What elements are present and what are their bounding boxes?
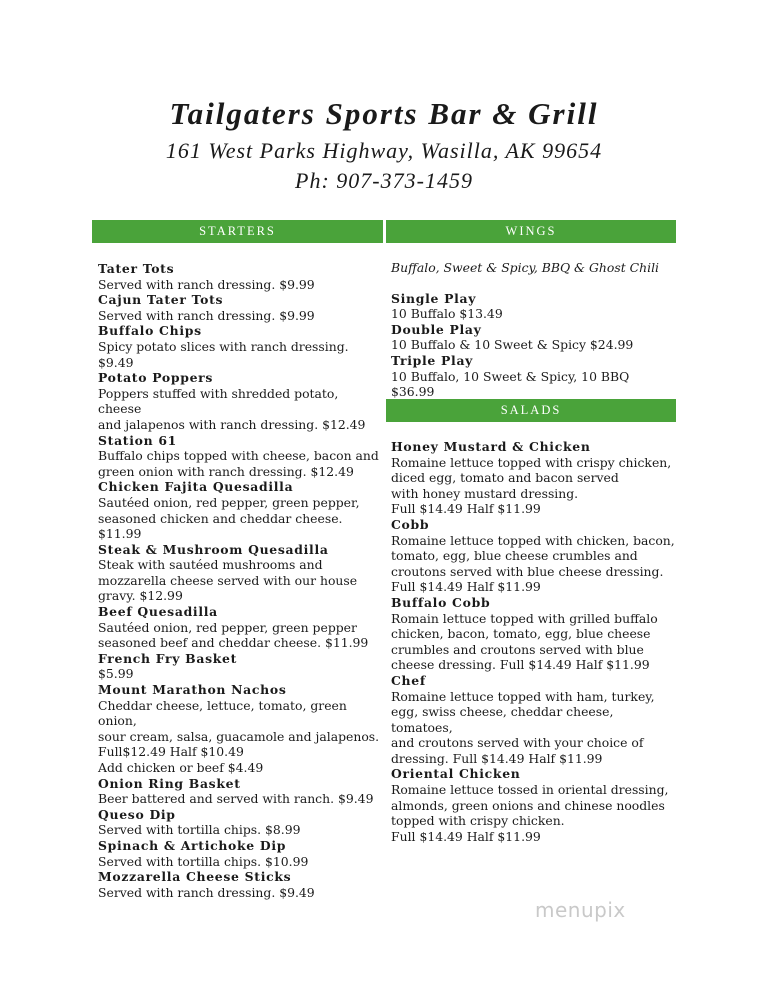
item-description: 10 Buffalo, 10 Sweet & Spicy, 10 BBQ $36.99 (391, 368, 630, 400)
item-name: Beef Quesadilla (98, 604, 218, 620)
item-name: Mozzarella Cheese Sticks (98, 869, 292, 885)
item-description: Served with tortilla chips. $8.99 (98, 822, 301, 838)
menu-item (98, 869, 383, 900)
item-name: Single Play (391, 290, 477, 306)
item-description: Sautéed onion, red pepper, green pepper, seasoned chicken and cheddar cheese. $11.99 (98, 494, 360, 542)
menu-item (391, 673, 676, 767)
item-name: Queso Dip (98, 806, 176, 822)
item-name: French Fry Basket (98, 650, 238, 666)
menu-item (98, 323, 383, 370)
menu-item (98, 651, 383, 682)
salads-header: SALADS (386, 399, 676, 422)
item-name: Double Play (391, 321, 482, 337)
item-description: Served with ranch dressing. $9.99 (98, 307, 315, 323)
item-description: Romaine lettuce tossed in oriental dressing, almonds, green onions and chinese noodles topped with crispy chicken. Full $14.49 Half $11.99 (391, 782, 669, 844)
item-description: Served with ranch dressing. $9.99 (98, 276, 315, 292)
item-description: Buffalo chips topped with cheese, bacon and green onion with ranch dressing. $12.49 (98, 448, 379, 479)
starters-list (98, 261, 383, 900)
item-description: 10 Buffalo $13.49 (391, 306, 503, 322)
restaurant-header (0, 92, 768, 196)
item-name: Chicken Fajita Quesadilla (98, 479, 294, 495)
menu-item (391, 766, 676, 844)
menu-item (98, 370, 383, 432)
menu-item (391, 595, 676, 673)
item-description: Romaine lettuce topped with crispy chicken, diced egg, tomato and bacon served with honey mustard dressing. Full $14.49 Half $11.99 (391, 454, 672, 517)
item-description: $5.99 (98, 666, 134, 682)
item-description: Steak with sautéed mushrooms and mozzarella cheese served with our house gravy. $12.99 (98, 557, 358, 604)
item-name: Mount Marathon Nachos (98, 682, 287, 698)
item-name: Oriental Chicken (391, 766, 521, 782)
item-description: Spicy potato slices with ranch dressing. $9.49 (98, 338, 349, 370)
item-description: Poppers stuffed with shredded potato, cheese and jalapenos with ranch dressing. $12.49 (98, 385, 366, 432)
menu-item (391, 353, 676, 400)
item-name: Buffalo Chips (98, 323, 202, 339)
item-name: Buffalo Cobb (391, 594, 491, 610)
item-description: Sautéed onion, red pepper, green pepper seasoned beef and cheddar cheese. $11.99 (98, 619, 369, 651)
wings-header: WINGS (386, 220, 676, 243)
menu-item (98, 479, 383, 541)
menu-item (98, 776, 383, 807)
item-name: Honey Mustard & Chicken (391, 439, 591, 454)
menu-item (98, 292, 383, 323)
item-name: Onion Ring Basket (98, 775, 241, 791)
item-description: Cheddar cheese, lettuce, tomato, green onion, sour cream, salsa, guacamole and jalapenos. Full$12.49 Half $10.49 Add chicken or beef $4.49 (98, 697, 380, 775)
item-name: Steak & Mushroom Quesadilla (98, 541, 329, 557)
salads-list (391, 439, 676, 844)
item-name: Cajun Tater Tots (98, 292, 224, 308)
starters-header: STARTERS (92, 220, 383, 243)
menu-item (98, 542, 383, 604)
menu-item (98, 807, 383, 838)
menu-item (391, 439, 676, 517)
menu-item (98, 838, 383, 869)
menu-item (391, 517, 676, 595)
item-name: Potato Poppers (98, 370, 214, 386)
menu-item (98, 604, 383, 651)
item-description: Romaine lettuce topped with chicken, bacon, tomato, egg, blue cheese crumbles and croutons served with blue cheese dressing. Full $14.49 Half $11.99 (391, 532, 675, 595)
item-description: Romain lettuce topped with grilled buffalo chicken, bacon, tomato, egg, blue cheese crumbles and croutons served with blue cheese dressing. Full $14.49 Half $11.99 (391, 610, 658, 673)
item-description: Served with ranch dressing. $9.49 (98, 884, 315, 900)
item-description: Beer battered and served with ranch. $9.49 (98, 791, 374, 807)
item-name: Triple Play (391, 352, 474, 368)
menu-item (98, 433, 383, 480)
item-description: Served with tortilla chips. $10.99 (98, 853, 309, 869)
item-name: Chef (391, 672, 426, 688)
restaurant-name: Tailgaters Sports Bar & Grill (169, 96, 599, 131)
menu-item (391, 291, 676, 322)
item-description: 10 Buffalo & 10 Sweet & Spicy $24.99 (391, 337, 634, 353)
item-description: Romaine lettuce topped with ham, turkey, egg, swiss cheese, cheddar cheese, tomatoes, and croutons served with your choice of dressing. Full $14.49 Half $11.99 (391, 688, 655, 766)
wings-list (391, 260, 676, 400)
item-name: Station 61 (98, 432, 177, 448)
item-name: Cobb (391, 516, 430, 532)
menupix-watermark: menupix (535, 898, 626, 922)
menu-item (391, 322, 676, 353)
item-name: Tater Tots (98, 261, 175, 276)
restaurant-address: 161 West Parks Highway, Wasilla, AK 99654 (165, 138, 603, 163)
menu-item (98, 261, 383, 292)
item-name: Spinach & Artichoke Dip (98, 837, 287, 853)
restaurant-phone: Ph: 907-373-1459 (295, 168, 473, 193)
wings-flavors-note: Buffalo, Sweet & Spicy, BBQ & Ghost Chili (391, 260, 659, 275)
menu-item (98, 682, 383, 776)
